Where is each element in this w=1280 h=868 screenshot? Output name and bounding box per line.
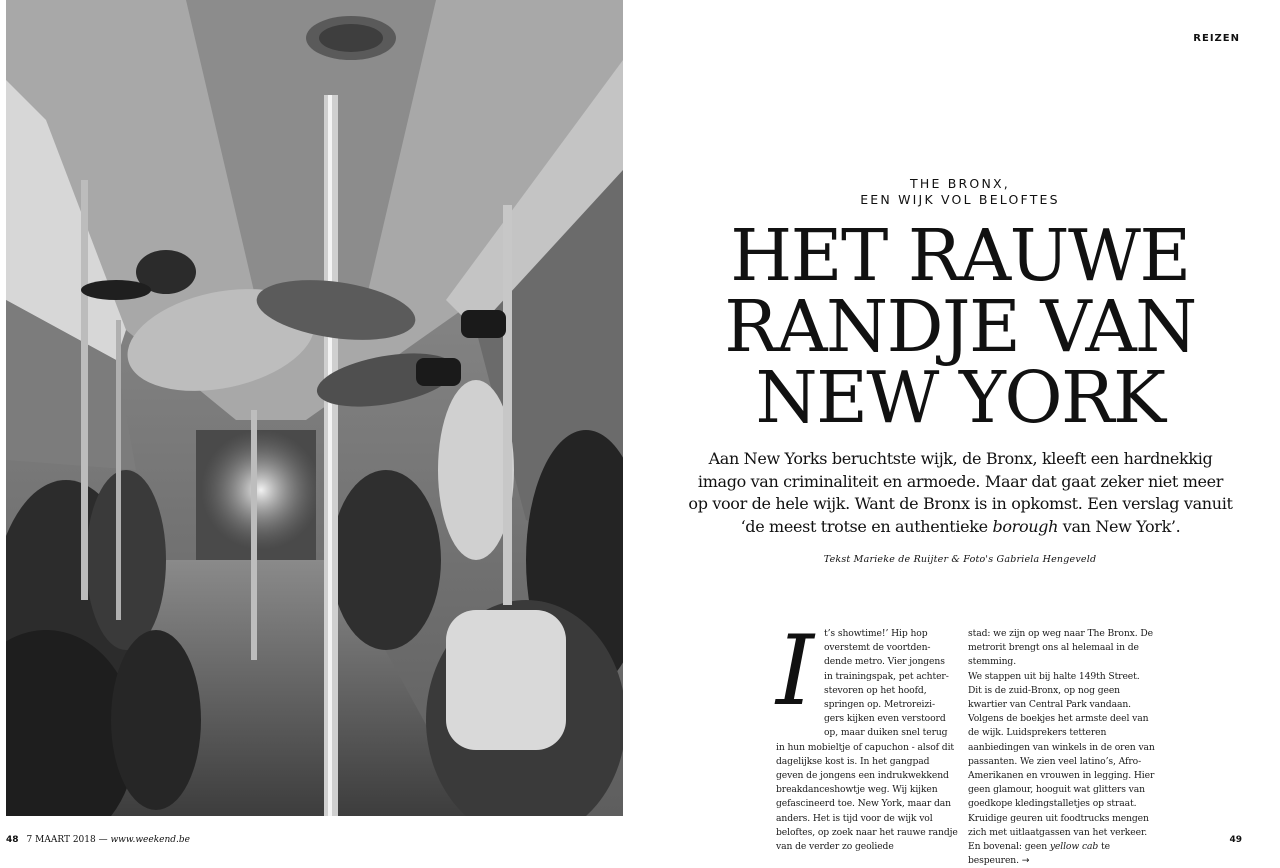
- body-italic: yellow cab: [1049, 841, 1099, 853]
- body-line: t’s showtime!’ Hip hop: [824, 628, 928, 639]
- headline-line: NEW YORK: [755, 356, 1165, 439]
- article-headline: [680, 214, 1240, 439]
- intro-italic: borough: [992, 516, 1059, 536]
- headline-line: RANDJE VAN: [724, 285, 1196, 368]
- body-line: dende metro. Vier jongens: [824, 656, 945, 668]
- headline-line: HET RAUWE: [730, 214, 1190, 297]
- body-line: overstemt de voortden-: [824, 642, 931, 654]
- body-text: We stappen uit bij halte 149th Street. Dit is de zuid-Bronx, op nog geen kwartier van Central Park vandaan. Volgens de boekjes het armste deel van de wijk. Luidsprekers tetteren aanbiedingen van winkels in de oren van passanten. We zien veel latino’s, Afro-Amerikanen en vrouwen in legging. Hier geen glamour, hooguit wat glitters van goedkope kledingstalletjes op straat. Kruidige geuren uit foodtrucks mengen zich met uitlaatgassen van het verkeer. En bovenal: geen: [968, 670, 1155, 853]
- section-label: REIZEN: [1193, 33, 1240, 44]
- article-intro: [688, 448, 1233, 538]
- body-line: springen op. Metroreizi-: [824, 699, 935, 711]
- body-column-2: [968, 627, 1156, 868]
- intro-text: Aan New Yorks beruchtste wijk, de Bronx, kleeft een hardnekkig imago van criminaliteit en armoede. Maar dat gaat zeker niet meer op voor de hele wijk. Want de Bronx is in opkomst. Een verslag vanuit ‘de meest trotse en authentieke: [688, 449, 1233, 536]
- intro-text-end: van New York’.: [1058, 516, 1181, 536]
- body-paragraph: stad: we zijn op weg naar The Bronx. De metrorit brengt ons al helemaal in de stemming.: [968, 628, 1154, 668]
- byline: Tekst Marieke de Ruijter & Foto's Gabriela Hengeveld: [823, 554, 1097, 565]
- body-column-1: [776, 627, 958, 854]
- body-line: in trainingspak, pet achter-: [824, 670, 949, 682]
- website-link[interactable]: www.weekend.be: [110, 835, 190, 845]
- body-line: gers kijken even verstoord: [824, 713, 946, 725]
- body-paragraph: in hun mobieltje of capuchon - alsof dit dagelijkse kost is. In het gangpad geven de jongens een indrukwekkend breakdanceshowtje weg. Wij kijken gefascineerd toe. New York, maar dan anders. Het is tijd voor de wijk vol beloftes, op zoek naar het rauwe randje van de verder zo geoliede: [776, 741, 958, 853]
- issue-date: 7 MAART 2018 —: [26, 835, 111, 845]
- drop-cap: I: [776, 615, 814, 727]
- body-paragraph: [968, 670, 1156, 868]
- page-number-right: 49: [1229, 835, 1242, 845]
- body-line: stevoren op het hoofd,: [824, 684, 927, 696]
- body-text-end: te bespeuren.: [968, 841, 1110, 867]
- subway-photo: [6, 0, 623, 816]
- kicker-line: EEN WIJK VOL BELOFTES: [860, 192, 1060, 207]
- body-line: op, maar duiken snel terug: [824, 727, 948, 739]
- page-number-left: 48: [6, 835, 19, 845]
- article-kicker: [680, 176, 1240, 208]
- kicker-line: THE BRONX,: [910, 176, 1010, 191]
- continue-arrow-icon: →: [1021, 855, 1030, 867]
- footer-left: [6, 835, 190, 845]
